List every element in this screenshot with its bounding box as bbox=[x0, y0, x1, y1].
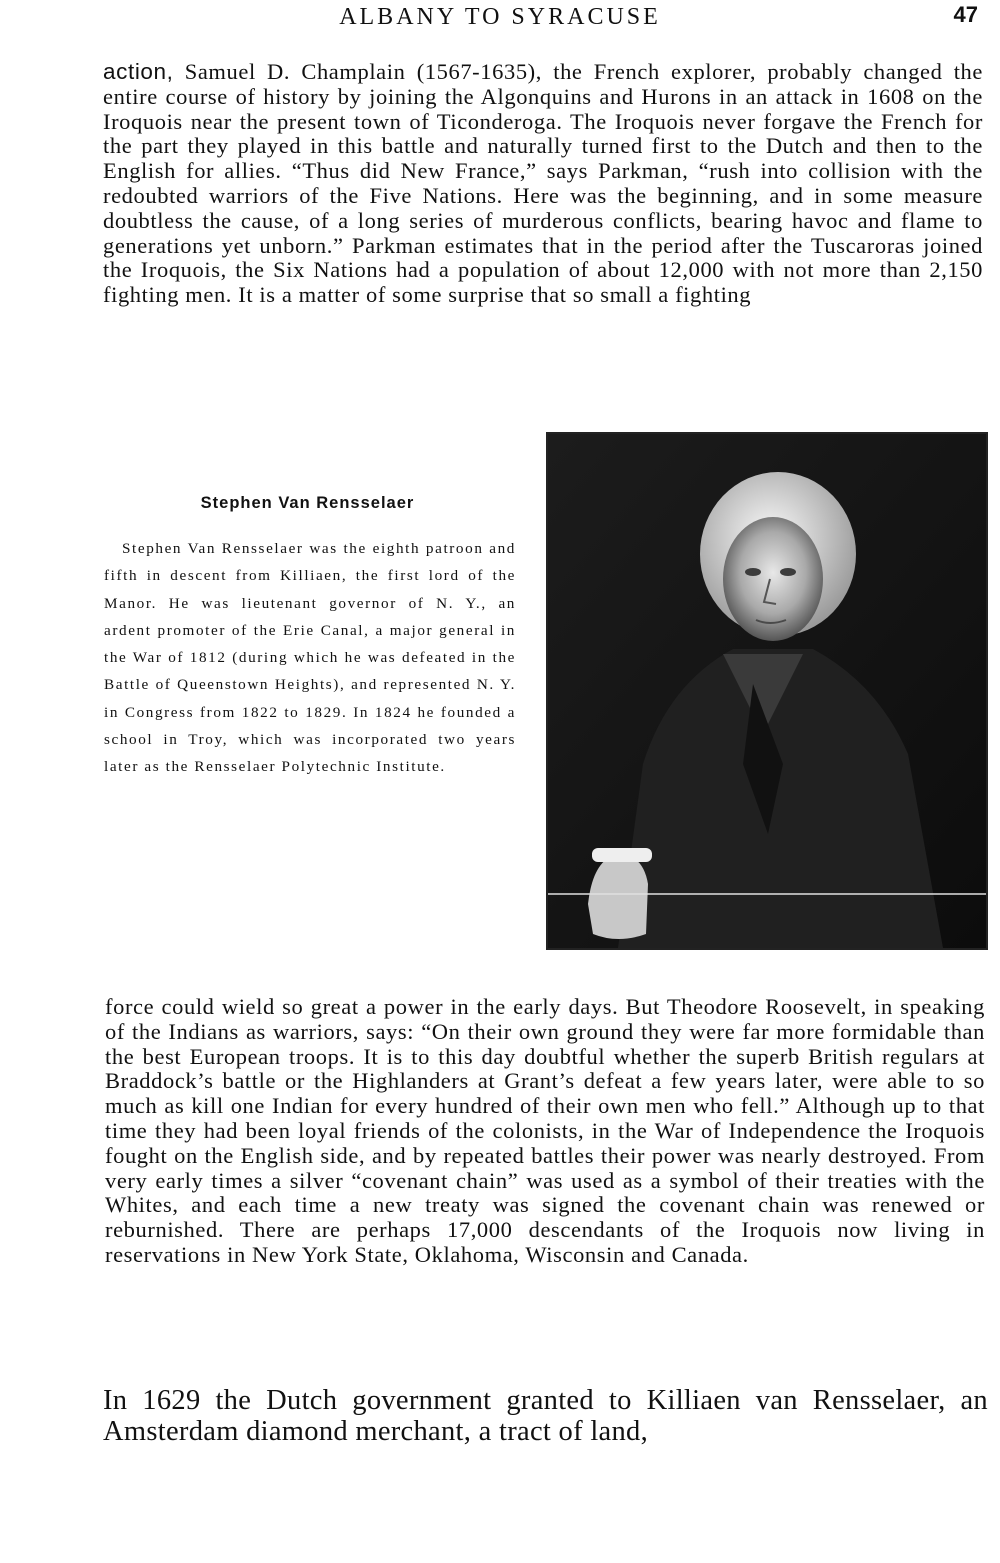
paragraph-top bbox=[103, 60, 983, 308]
caption-text: Stephen Van Rensselaer was the eighth patroon and fifth in descent from Killiaen, the first lord of the Manor. He was lieutenant governor of N. Y., an ardent promoter of the Erie Canal, a major general in the War of 1812 (during which he was defeated in the Battle of Queenstown Heights), and represented N. Y. in Congress from 1822 to 1829. In 1824 he founded a school in Troy, which was incorporated two years later as the Rensselaer Polytechnic Institute. bbox=[104, 540, 516, 776]
paragraph-middle: force could wield so great a power in the early days. But Theodore Roosevelt, in speaking of the Indians as warriors, says: “On their own ground they were far more formidable than the best European troops. It is to this day doubtful whether the superb British regulars at Braddock’s battle or the Highlanders at Grant’s defeat a few years later, were able to so much as kill one Indian for every hundred of their own men who fell.” Although up to that time they had been loyal friends of the colonists, in the War of Independence the Iroquois fought on the English side, and by repeated battles their power was nearly destroyed. From very early times a silver “covenant chain” was used as a symbol of their treaties with the Whites, and each time a new treaty was signed the covenant chain was renewed or reburnished. There are perhaps 17,000 descendants of the Iroquois now living in reservations in New York State, Oklahoma, Wisconsin and Canada. bbox=[105, 994, 985, 1267]
portrait-eye-right bbox=[780, 568, 796, 576]
paragraph-top-lead-word: action, bbox=[103, 59, 174, 84]
portrait-eye-left bbox=[745, 568, 761, 576]
portrait-cuff bbox=[592, 848, 652, 862]
paragraph-bottom: In 1629 the Dutch government granted to Killiaen van Rensselaer, an Amsterdam diamond merchant, a tract of land, bbox=[103, 1385, 988, 1447]
running-title: ALBANY TO SYRACUSE bbox=[339, 4, 661, 30]
paragraph-top-text: Samuel D. Champlain (1567-1635), the French explorer, probably changed the entire course of history by joining the Algonquins and Hurons in an attack in 1608 on the Iroquois near the present town of Ticonderoga. The Iroquois never forgave the French for the part they played in this battle and naturally turned first to the Dutch and then to the English for allies. “Thus did New France,” says Parkman, “rush into collision with the redoubted warriors of the Five Nations. Here was the beginning, and in some measure doubtless the cause, of a long series of murderous conflicts, bearing havoc and flame to generations yet unborn.” Parkman estimates that in the period after the Tuscaroras joined the Iroquois, the Six Nations had a population of about 12,000 with not more than 2,150 fighting men. It is a matter of some surprise that so small a fighting bbox=[103, 59, 983, 308]
portrait-illustration bbox=[548, 434, 986, 948]
page-number: 47 bbox=[953, 2, 978, 27]
portrait-photo bbox=[546, 432, 988, 950]
running-head bbox=[0, 0, 1000, 34]
caption-title: Stephen Van Rensselaer bbox=[200, 494, 415, 512]
